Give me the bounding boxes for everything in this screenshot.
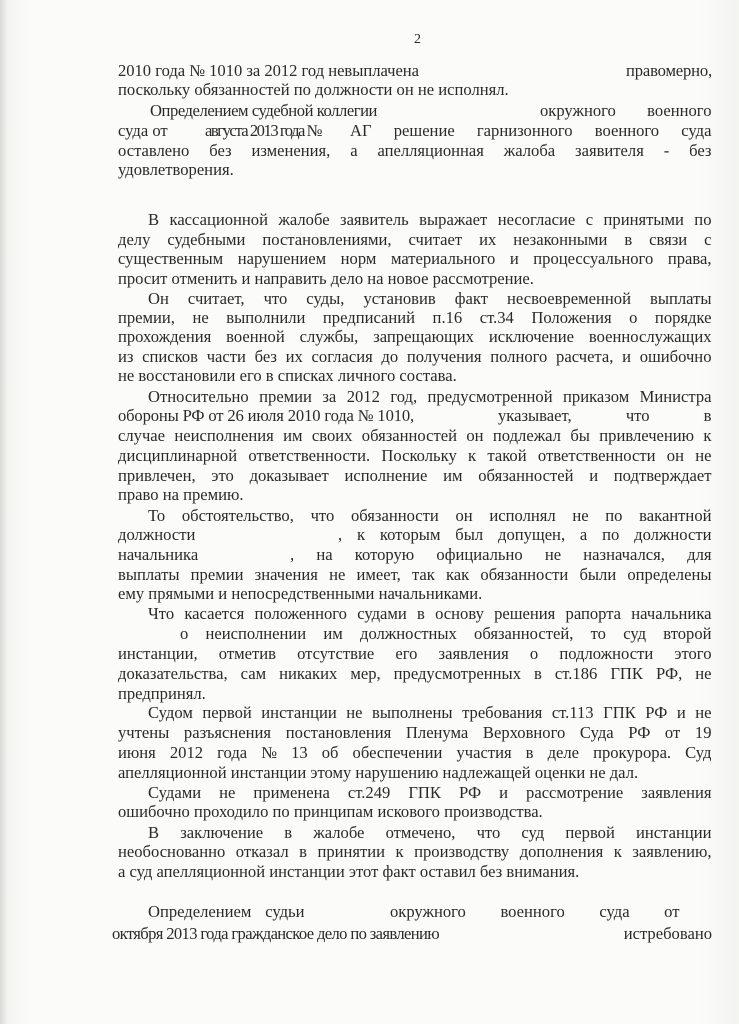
text-line bbox=[148, 210, 712, 230]
text-segment bbox=[118, 121, 190, 141]
text-line bbox=[118, 121, 712, 141]
text-line-content: а суд апелляционной инстанции этот факт оставил без внимания. bbox=[118, 862, 580, 881]
text-segment-content: правомерно, bbox=[626, 61, 712, 80]
text-segment bbox=[180, 624, 712, 644]
text-line-content: Судом первой инстанции не выполнены требования ст.113 ГПК РФ и не bbox=[148, 703, 712, 722]
text-line bbox=[118, 466, 712, 486]
text-line bbox=[118, 684, 712, 704]
text-line-content: делу судебными постановлениями, считает их незаконными в связи с bbox=[118, 230, 712, 249]
text-line bbox=[148, 387, 712, 407]
text-line bbox=[150, 101, 712, 121]
text-line-content: случае неисполнения им своих обязанностей он подлежал бы привлечению к bbox=[118, 426, 712, 445]
page-number: 2 bbox=[414, 32, 421, 47]
text-line bbox=[148, 506, 712, 526]
text-line bbox=[112, 924, 712, 944]
text-segment-content: октября 2013 года гражданское дело по заявлению bbox=[112, 924, 439, 943]
text-segment-content: о неисполнении им должностных обязанностей, то суд второй bbox=[180, 624, 712, 643]
text-line-content: право на премию. bbox=[118, 485, 244, 504]
text-line-content: существенным нарушением норм материального и процессуального права, bbox=[118, 249, 712, 268]
text-line-content: июня 2012 года № 13 об обеспечении участия в деле прокурора. Суд bbox=[118, 743, 712, 762]
text-segment-content: окружного военного суда от bbox=[390, 902, 680, 921]
text-segment bbox=[290, 545, 712, 565]
text-line bbox=[118, 446, 712, 466]
text-line bbox=[118, 308, 712, 328]
text-line bbox=[118, 743, 712, 763]
text-line-content: оставлено без изменения, а апелляционная жалоба заявителя - без bbox=[118, 141, 712, 160]
text-segment-content: указывает, что в bbox=[498, 406, 712, 425]
text-line bbox=[118, 366, 712, 386]
text-line bbox=[118, 584, 712, 604]
text-segment-content: суда от bbox=[118, 121, 168, 140]
text-line bbox=[148, 289, 712, 309]
text-line bbox=[118, 327, 712, 347]
text-line-content: доказательства, сам никаких мер, предусмотренных в ст.186 ГПК РФ, не bbox=[118, 664, 712, 683]
text-line bbox=[118, 485, 712, 505]
text-segment-content: августа 2013 года № bbox=[205, 121, 321, 140]
text-line bbox=[180, 624, 712, 644]
text-segment-content: Определением судебной коллегии bbox=[150, 101, 377, 120]
text-line bbox=[118, 565, 712, 585]
text-line-content: удовлетворения. bbox=[118, 160, 234, 179]
text-segment bbox=[535, 924, 712, 944]
text-line-content: инстанции, отметив отсутствие его заявления о подложности этого bbox=[118, 644, 712, 663]
text-segment-content: АГ решение гарнизонного военного суда bbox=[350, 121, 712, 140]
text-line bbox=[118, 545, 712, 565]
text-line-content: премии, не выполнили предписаний п.16 ст.34 Положения о порядке bbox=[118, 308, 712, 327]
text-line bbox=[148, 823, 712, 843]
text-line bbox=[118, 723, 712, 743]
text-line bbox=[118, 525, 712, 545]
text-segment-content: истребовано bbox=[623, 924, 712, 943]
text-segment-content: Определением судьи bbox=[148, 902, 305, 921]
text-line-content: В кассационной жалобе заявитель выражает несогласие с принятыми по bbox=[148, 210, 712, 229]
text-line bbox=[118, 664, 712, 684]
text-segment-content: обороны РФ от 26 июля 2010 года № 1010, bbox=[118, 406, 414, 425]
text-line-content: апелляционной инстанции этому нарушению надлежащей оценки не дал. bbox=[118, 763, 639, 782]
text-line bbox=[118, 842, 712, 862]
text-line bbox=[118, 61, 712, 81]
text-line bbox=[118, 763, 712, 783]
text-line-content: учтены разъяснения постановления Пленума Верховного Суда РФ от 19 bbox=[118, 723, 712, 742]
text-line-content: ему прямыми и непосредственными начальниками. bbox=[118, 584, 483, 603]
text-segment bbox=[112, 924, 440, 944]
text-line bbox=[118, 802, 712, 822]
text-line bbox=[118, 406, 712, 426]
text-line bbox=[118, 230, 712, 250]
text-line bbox=[148, 902, 712, 922]
text-line bbox=[118, 862, 712, 882]
text-line bbox=[118, 141, 712, 161]
text-segment-content: 2010 года № 1010 за 2012 год невыплачена bbox=[118, 61, 419, 80]
text-line bbox=[118, 249, 712, 269]
text-line-content: Что касается положенного судами в основу решения рапорта начальника bbox=[148, 604, 712, 623]
text-segment bbox=[205, 121, 322, 141]
text-line-content: Судами не применена ст.249 ГПК РФ и рассмотрение заявления bbox=[148, 783, 712, 802]
text-line-content: В заключение в жалобе отмечено, что суд первой инстанции bbox=[148, 823, 712, 842]
text-segment bbox=[118, 406, 415, 426]
text-segment bbox=[118, 61, 420, 81]
text-segment-content: должности bbox=[118, 525, 196, 544]
text-segment-content: начальника bbox=[118, 545, 199, 564]
text-line-content: привлечен, это доказывает исполнение им обязанностей и подтверждает bbox=[118, 466, 712, 485]
text-line-content: просит отменить и направить дело на новое рассмотрение. bbox=[118, 269, 534, 288]
text-line bbox=[148, 604, 712, 624]
text-segment bbox=[498, 406, 712, 426]
text-line bbox=[118, 426, 712, 446]
text-segment bbox=[118, 545, 200, 565]
text-line-content: Относительно премии за 2012 год, предусмотренной приказом Министра bbox=[148, 387, 712, 406]
text-line-content: поскольку обязанностей по должности он не исполнял. bbox=[118, 80, 509, 99]
text-line bbox=[148, 703, 712, 723]
text-segment bbox=[150, 101, 378, 121]
text-line-content: дисциплинарной ответственности. Поскольку к такой ответственности он не bbox=[118, 446, 712, 465]
text-line-content: предпринял. bbox=[118, 684, 206, 703]
text-line bbox=[118, 644, 712, 664]
text-segment-content: , к которым был допущен, а по должности bbox=[338, 525, 712, 544]
text-line bbox=[118, 80, 712, 100]
text-line-content: ошибочно проходило по принципам искового производства. bbox=[118, 802, 543, 821]
text-segment bbox=[148, 902, 305, 922]
text-line bbox=[148, 783, 712, 803]
text-line bbox=[118, 347, 712, 367]
text-line-content: необоснованно отказал в принятии к производству дополнения к заявлению, bbox=[118, 842, 712, 861]
text-line-content: не восстановили его в списках личного состава. bbox=[118, 366, 457, 385]
text-line-content: прохождения военной службы, запрещающих исключение военнослужащих bbox=[118, 327, 712, 346]
text-segment bbox=[118, 525, 200, 545]
text-line bbox=[118, 269, 712, 289]
text-line-content: выплаты премии значения не имеет, так как обязанности были определены bbox=[118, 565, 712, 584]
text-segment bbox=[625, 61, 712, 81]
text-line-content: из списков части без их согласия до получения полного расчета, и ошибочно bbox=[118, 347, 712, 366]
text-segment bbox=[540, 101, 712, 121]
text-segment-content: окружного военного bbox=[540, 101, 712, 120]
text-line-content: Он считает, что суды, установив факт несвоевременной выплаты bbox=[148, 289, 712, 308]
text-segment bbox=[338, 525, 712, 545]
text-line bbox=[118, 160, 712, 180]
text-segment-content: , на которую официально не назначался, для bbox=[290, 545, 712, 564]
text-segment bbox=[390, 902, 680, 922]
text-line-content: То обстоятельство, что обязанности он исполнял не по вакантной bbox=[148, 506, 712, 525]
text-segment bbox=[350, 121, 712, 141]
